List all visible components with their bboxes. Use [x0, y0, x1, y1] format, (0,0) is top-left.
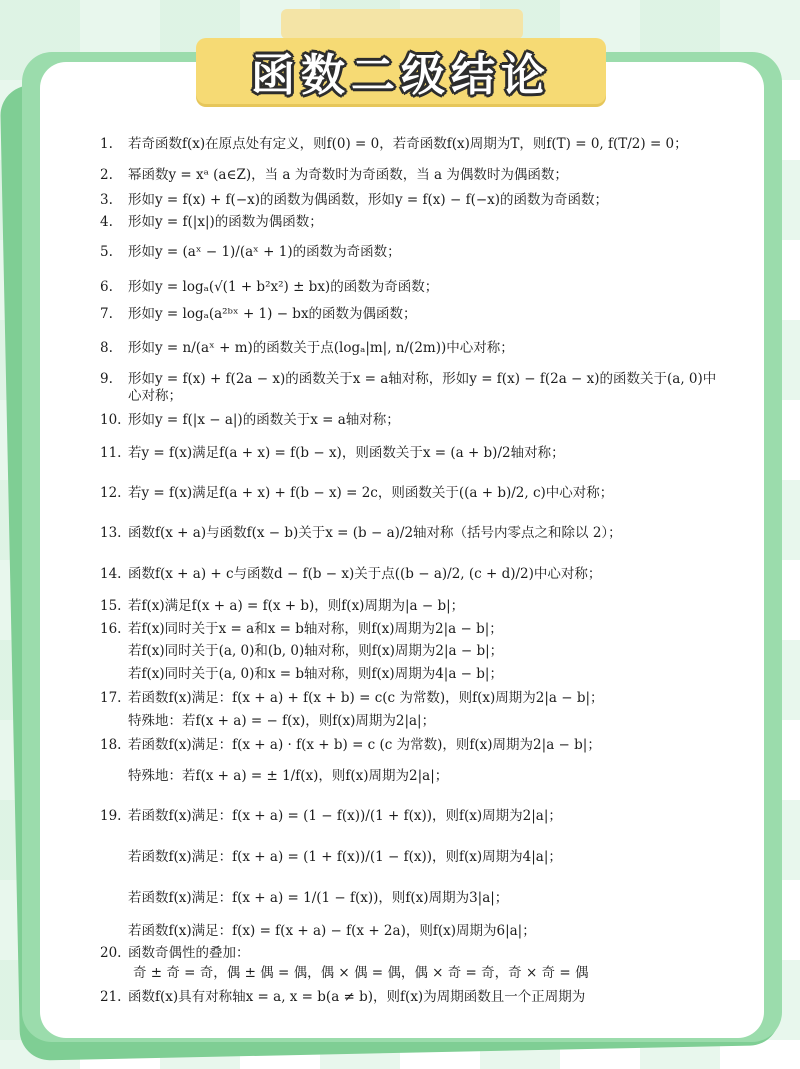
title-banner [196, 38, 606, 104]
title-banner-back [281, 9, 523, 39]
page-title: 函数二级结论 [251, 50, 551, 101]
